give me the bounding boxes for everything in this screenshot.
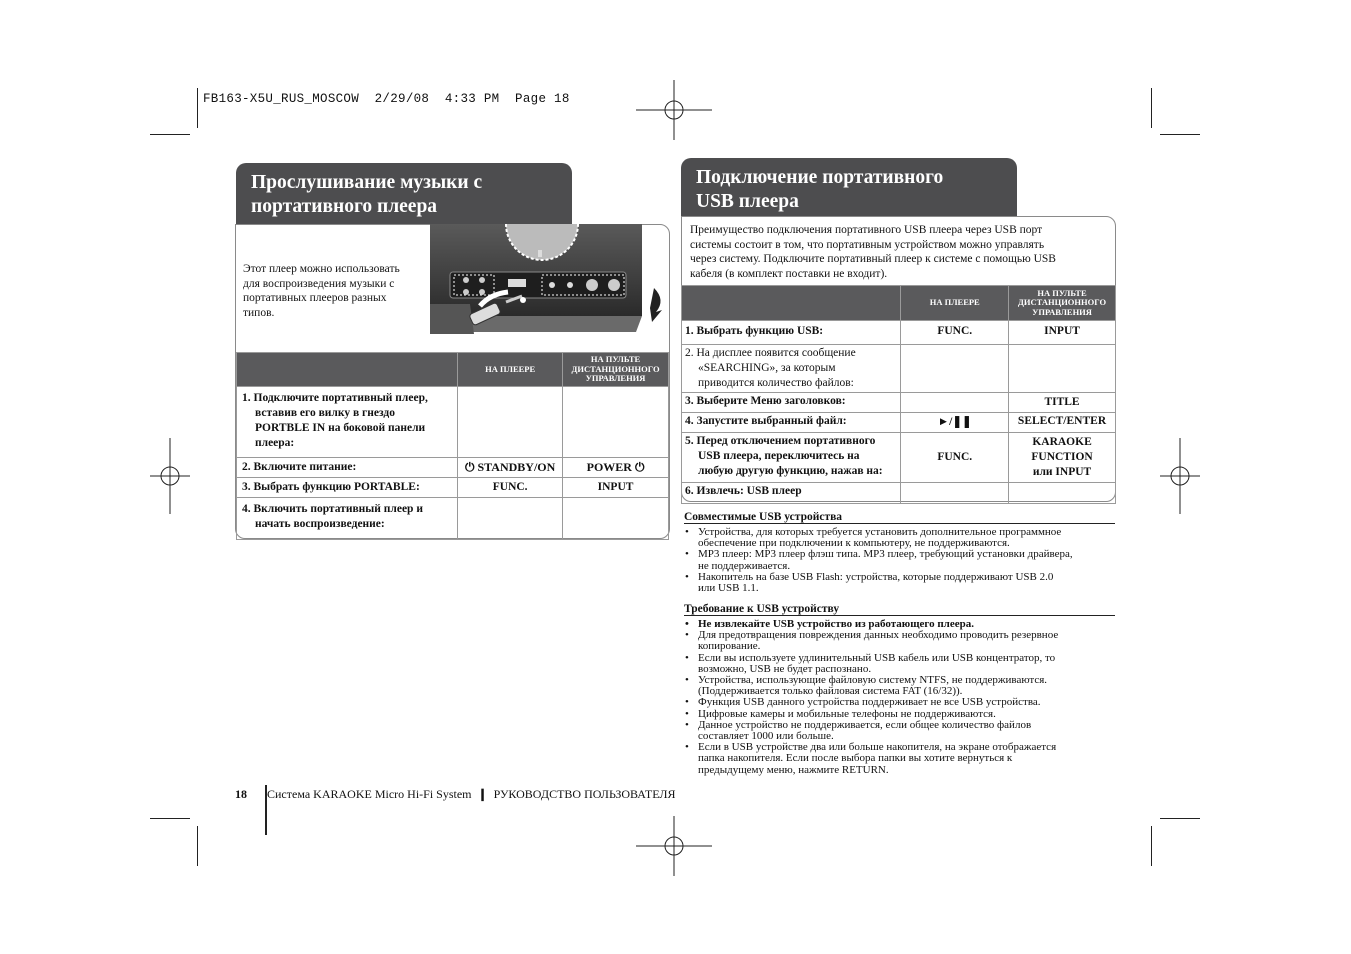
intro-line: системы состоит в том, что портативным устройством можно управлять	[690, 238, 1045, 251]
col-remote-header	[563, 353, 669, 387]
remote-cell	[1009, 345, 1116, 393]
step-line: начать воспроизведение:	[255, 518, 385, 530]
remote-cell	[1009, 483, 1116, 504]
table-row	[237, 478, 669, 498]
crop-mark	[197, 826, 198, 866]
table-row	[237, 498, 669, 540]
table-row	[237, 387, 669, 458]
note-line: • Если вы используете удлинительный USB кабель или USB концентратор, то	[698, 651, 1056, 664]
table-row	[682, 393, 1116, 413]
right-intro	[690, 223, 1115, 281]
note-line: папка накопителя. Если после выбора папки вы хотите вернуться к	[698, 752, 1013, 765]
list-item	[684, 697, 1120, 708]
intro-line: Этот плеер можно использовать	[243, 263, 400, 275]
crop-mark	[1151, 88, 1152, 128]
note-line: или USB 1.1.	[698, 582, 759, 595]
step-cell: 2. Включите питание:	[237, 458, 458, 478]
crop-mark	[1160, 818, 1200, 819]
footer-product: Система KARAOKE Micro Hi-Fi System	[267, 787, 472, 801]
note-line: предыдущему меню, нажмите RETURN.	[698, 763, 889, 776]
list-item	[684, 653, 1120, 675]
right-steps-table	[681, 285, 1116, 504]
note-line: • Устройства, для которых требуется установить дополнительное программное	[698, 526, 1062, 538]
col-remote-line: НА ПУЛЬТЕ	[590, 354, 641, 365]
col-remote-line: НА ПУЛЬТЕ	[1037, 287, 1087, 298]
header-step	[682, 286, 901, 321]
step-line: «SEARCHING», за которым	[698, 362, 836, 374]
note-line: (Поддерживается только файловая система FAT (16/32)).	[698, 685, 963, 698]
table-row	[682, 413, 1116, 433]
col-remote-line: ДИСТАНЦИОННОГО	[1017, 297, 1107, 308]
registration-mark-top	[636, 80, 712, 140]
note-line: не поддерживается.	[698, 559, 791, 572]
step-cell: 3. Выберите Меню заголовков:	[682, 393, 901, 413]
remote-cell	[563, 387, 669, 458]
compatible-devices-heading: Совместимые USB устройства	[684, 511, 1115, 524]
list-item	[684, 527, 1120, 549]
note-line: • Не извлекайте USB устройство из работающего плеера.	[698, 618, 974, 630]
step-line: приводится количество файлов:	[698, 377, 854, 389]
note-line: • Для предотвращения повреждения данных необходимо проводить резервное	[698, 629, 1059, 642]
left-steps-table	[236, 352, 669, 540]
player-cell	[901, 483, 1009, 504]
list-item	[684, 572, 1120, 594]
table-row	[682, 345, 1116, 393]
left-section-title	[236, 163, 572, 227]
remote-cell	[1009, 433, 1116, 483]
step-line: 2. На дисплее появится сообщение	[685, 347, 856, 359]
remote-cell: INPUT	[1009, 321, 1116, 345]
step-line: плеера:	[255, 437, 295, 449]
player-cell	[901, 393, 1009, 413]
registration-mark-bottom	[636, 816, 712, 876]
step-line: 4. Включить портативный плеер и	[242, 503, 423, 515]
list-item	[684, 630, 1120, 652]
usb-requirements-heading: Требование к USB устройству	[684, 603, 1115, 616]
step-line: 5. Перед отключением портативного	[685, 435, 876, 447]
intro-line: кабеля (в комплект поставки не входит).	[690, 267, 888, 280]
compatible-devices-list	[684, 527, 1120, 594]
note-line: копирование.	[698, 640, 761, 653]
note-line: обеспечение при подключении к компьютеру, не поддерживаются.	[698, 537, 1010, 550]
intro-line: Преимущество подключения портативного USB плеера через USB порт	[690, 224, 1043, 236]
right-title-line1: Подключение портативного	[696, 167, 944, 188]
right-section-title	[681, 158, 1017, 220]
list-item	[684, 675, 1120, 697]
step-cell	[682, 433, 901, 483]
step-cell	[682, 345, 901, 393]
header-step	[237, 353, 458, 387]
list-item	[684, 720, 1120, 742]
list-item	[684, 742, 1120, 776]
player-cell	[901, 345, 1009, 393]
print-header: FB163-X5U_RUS_MOSCOW 2/29/08 4:33 PM Page 18	[203, 92, 570, 106]
intro-line: портативных плееров разных	[243, 292, 387, 305]
crop-mark	[150, 134, 190, 135]
step-line: 1. Подключите портативный плеер,	[242, 392, 428, 404]
table-row	[682, 321, 1116, 345]
footer-manual: РУКОВОДСТВО ПОЛЬЗОВАТЕЛЯ	[493, 787, 676, 801]
footer-text	[267, 787, 676, 802]
intro-line: для воспроизведения музыки с	[243, 277, 395, 290]
device-portable-in-illustration	[430, 224, 670, 352]
note-line: • Данное устройство не поддерживается, если общее количество файлов	[698, 718, 1032, 731]
note-line: • Функция USB данного устройства поддерживает не все USB устройства.	[698, 696, 1041, 709]
usb-requirements-list	[684, 619, 1120, 776]
right-title-line2: USB плеера	[696, 191, 799, 212]
remote-cell: INPUT	[563, 478, 669, 498]
table-row	[237, 458, 669, 478]
remote-cell: TITLE	[1009, 393, 1116, 413]
player-cell: ►/❚❚	[901, 413, 1009, 433]
step-cell: 1. Выбрать функцию USB:	[682, 321, 901, 345]
crop-mark	[150, 818, 190, 819]
registration-mark-left	[150, 438, 190, 514]
remote-cell	[563, 498, 669, 540]
intro-line: через систему. Подключите портативный плеер к системе с помощью USB	[690, 253, 1056, 266]
player-cell: FUNC.	[458, 478, 563, 498]
player-cell: ⏻ STANDBY/ON	[458, 458, 563, 478]
remote-line: или INPUT	[1032, 466, 1092, 478]
note-line: составляет 1000 или больше.	[698, 730, 834, 743]
player-cell	[458, 387, 563, 458]
table-row	[682, 433, 1116, 483]
remote-line: KARAOKE	[1032, 436, 1092, 448]
step-line: USB плеера, переключитесь на	[698, 450, 860, 462]
step-cell: 3. Выбрать функцию PORTABLE:	[237, 478, 458, 498]
footer-separator: ❙	[477, 787, 488, 801]
player-cell: FUNC.	[901, 433, 1009, 483]
note-line: • Накопитель на базе USB Flash: устройства, которые поддерживают USB 2.0	[698, 570, 1054, 583]
crop-mark	[1151, 826, 1152, 866]
col-remote-line: УПРАВЛЕНИЯ	[1032, 306, 1092, 317]
crop-mark	[197, 88, 198, 128]
note-line: • Устройства, использующие файловую систему NTFS, не поддерживаются.	[698, 674, 1048, 687]
crop-mark	[1160, 134, 1200, 135]
note-line: • Цифровые камеры и мобильные телефоны не поддерживаются.	[698, 707, 996, 720]
step-cell	[237, 387, 458, 458]
list-item	[684, 549, 1120, 571]
page-number: 18	[235, 787, 247, 801]
col-remote-line: УПРАВЛЕНИЯ	[585, 373, 646, 384]
note-line: возможно, USB не будет распознано.	[698, 662, 872, 675]
table-row	[682, 483, 1116, 504]
step-cell	[237, 498, 458, 540]
col-remote-line: ДИСТАНЦИОННОГО	[571, 363, 660, 374]
remote-line: FUNCTION	[1031, 451, 1093, 463]
step-cell: 4. Запустите выбранный файл:	[682, 413, 901, 433]
col-remote-header	[1009, 286, 1116, 321]
step-cell: 6. Извлечь: USB плеер	[682, 483, 901, 504]
note-line: • Если в USB устройстве два или больше накопителя, на экране отображается	[698, 741, 1057, 754]
registration-mark-right	[1160, 438, 1200, 514]
player-cell: FUNC.	[901, 321, 1009, 345]
col-player-header: НА ПЛЕЕРЕ	[901, 286, 1009, 321]
col-player-header: НА ПЛЕЕРЕ	[458, 353, 563, 387]
step-line: любую другую функцию, нажав на:	[698, 465, 883, 477]
left-title-line1: Прослушивание музыки с	[251, 172, 483, 193]
remote-cell: SELECT/ENTER	[1009, 413, 1116, 433]
left-intro	[243, 262, 433, 320]
intro-line: типов.	[243, 306, 275, 319]
step-line: вставив его вилку в гнездо	[255, 407, 395, 419]
left-title-line2: портативного плеера	[251, 196, 438, 217]
player-cell	[458, 498, 563, 540]
step-line: PORTBLE IN на боковой панели	[255, 422, 426, 434]
remote-cell: POWER ⏻	[563, 458, 669, 478]
note-line: • MP3 плеер: MP3 плеер флэш типа. MP3 плеер, требующий установки драйвера,	[698, 548, 1073, 561]
